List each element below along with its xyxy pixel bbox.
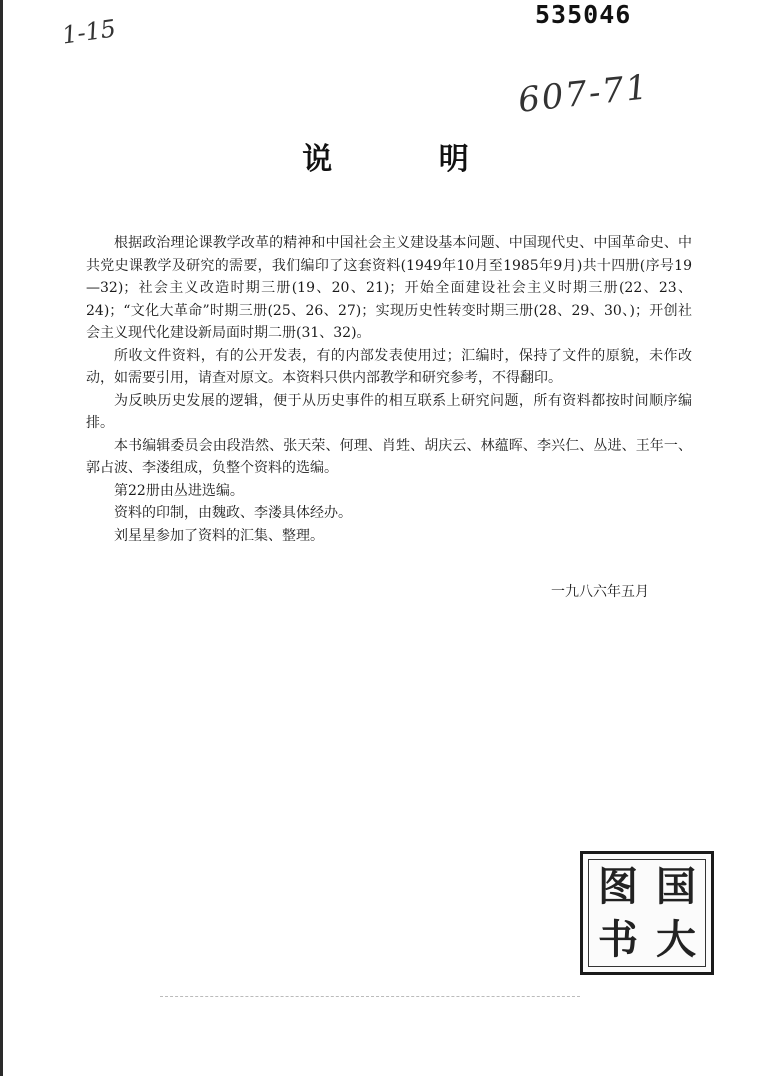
document-number: 535046 bbox=[535, 0, 632, 29]
handwritten-catalog-number: 607-71 bbox=[516, 67, 652, 121]
handwritten-mark: 1-15 bbox=[60, 14, 118, 50]
library-seal bbox=[580, 851, 714, 975]
paragraph: 本书编辑委员会由段浩然、张天荣、何理、肖甡、胡庆云、林蕴晖、李兴仁、丛进、王年一、郭占波、李溇组成，负整个资料的选编。 bbox=[86, 437, 692, 476]
paragraph: 刘星星参加了资料的汇集、整理。 bbox=[114, 527, 324, 544]
seal-characters bbox=[588, 859, 706, 967]
page-title: 说 明 bbox=[302, 142, 517, 177]
paragraph: 所收文件资料，有的公开发表，有的内部发表使用过；汇编时，保持了文件的原貌，未作改动，如需要引用，请查对原文。本资料只供内部教学和研究参考，不得翻印。 bbox=[86, 347, 692, 386]
seal-glyph: 国 bbox=[656, 862, 696, 910]
document-body bbox=[86, 232, 692, 547]
paragraph: 根据政治理论课教学改革的精神和中国社会主义建设基本问题、中国现代史、中国革命史、中共党史课教学及研究的需要，我们编印了这套资料(1949年10月至1985年9月)共十四册(序号19—32)；社会主义改造时期三册(19、20、21)；开始全面建设社会主义时期三册(22、23、24)；“文化大革命”时期三册(25、26、27)；实现历史性转变时期三册(28、29、30、)；开创社会主义现代化建设新局面时期二册(31、32)。 bbox=[86, 235, 692, 341]
paragraph: 资料的印制，由魏政、李溇具体经办。 bbox=[114, 505, 352, 521]
seal-glyph: 书 bbox=[598, 915, 638, 963]
document-date: 一九八六年五月 bbox=[551, 584, 649, 600]
paragraph: 为反映历史发展的逻辑，便于从历史事件的相互联系上研究问题，所有资料都按时间顺序编排。 bbox=[86, 392, 692, 431]
paragraph: 第22册由丛进选编。 bbox=[114, 482, 244, 499]
seal-glyph: 图 bbox=[598, 862, 638, 910]
scan-artifact-line bbox=[160, 996, 580, 997]
seal-glyph: 大 bbox=[656, 915, 696, 963]
